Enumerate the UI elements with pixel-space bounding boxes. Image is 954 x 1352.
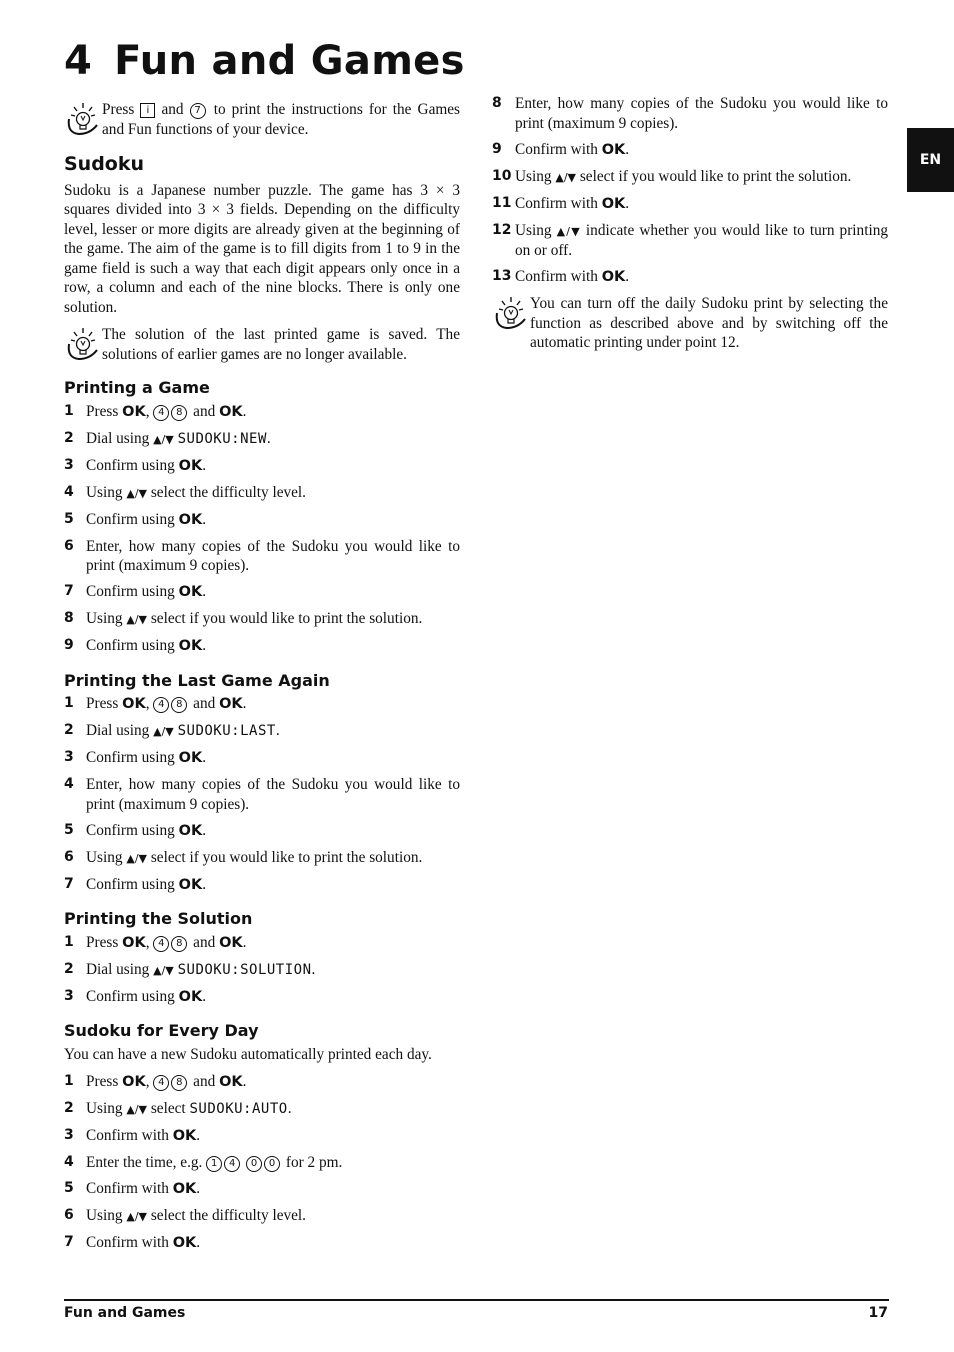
language-tab (907, 128, 954, 192)
step-item: 4 Enter the time, e.g. 1 4 0 0 for 2 pm. (64, 1154, 343, 1171)
key-8-icon: 8 (171, 936, 187, 952)
step-item: 6 Enter, how many copies of the Sudoku you would like to print (maximum 9 copies). (64, 537, 460, 574)
step-item: 6 Using ▲/▼ select if you would like to print the solution. (64, 848, 423, 866)
step-item: 3 Confirm with OK. (64, 1127, 201, 1144)
step-item: 5 Confirm using OK. (64, 821, 207, 839)
lcd-text: SUDOKU:AUTO (189, 1101, 288, 1117)
key-4-icon: 4 (153, 405, 169, 421)
lcd-text: SUDOKU:SOLUTION (177, 961, 312, 978)
step-item: 3 Confirm using OK. (64, 987, 207, 1005)
key-1-icon: 1 (206, 1156, 222, 1172)
every-day-steps-right (492, 94, 888, 288)
step-item: 5 Confirm using OK. (64, 510, 207, 528)
lightbulb-tip-icon (64, 326, 102, 362)
key-0-icon: 0 (264, 1156, 280, 1172)
printing-solution-heading: Printing the Solution (64, 909, 253, 928)
step-item: 3 Confirm using OK. (64, 749, 207, 766)
step-item: 2 Dial using ▲/▼ SUDOKU:SOLUTION. (64, 960, 316, 978)
footer-title: Fun and Games (64, 1305, 186, 1321)
every-day-intro: You can have a new Sudoku automatically printed each day. (64, 1045, 432, 1063)
step-item: 2 Dial using ▲/▼ SUDOKU:NEW. (64, 429, 271, 447)
lcd-text: SUDOKU:NEW (177, 430, 267, 447)
step-item: 7 Confirm using OK. (64, 875, 207, 893)
ok-key: OK (122, 403, 146, 420)
up-down-arrow-icon: ▲/▼ (556, 224, 581, 238)
step-item: 10 Using ▲/▼ select if you would like to print the solution. (492, 167, 852, 185)
intro-tip (64, 100, 460, 139)
step-item: 6 Using ▲/▼ select the difficulty level. (64, 1207, 307, 1224)
key-8-icon: 8 (171, 1075, 187, 1091)
key-0-icon: 0 (246, 1156, 262, 1172)
step-item: 7 Confirm using OK. (64, 583, 207, 600)
step-item: 3 Confirm using OK. (64, 456, 207, 474)
step-item: 4 Using ▲/▼ select the difficulty level. (64, 483, 307, 501)
chapter-title-text: Fun and Games (114, 38, 465, 84)
printing-solution-steps (64, 933, 460, 1008)
every-day-steps-left (64, 1072, 460, 1254)
sudoku-tip (64, 325, 460, 364)
lightbulb-tip-icon (64, 101, 102, 137)
sudoku-heading: Sudoku (64, 153, 145, 175)
footer-rule (64, 1299, 889, 1301)
step-item: 8 Enter, how many copies of the Sudoku you would like to print (maximum 9 copies). (492, 95, 888, 132)
step-item: 1 Press OK, 4 8 and OK. (64, 1073, 247, 1090)
info-key-icon: i (140, 103, 155, 118)
printing-game-heading: Printing a Game (64, 378, 210, 397)
step-item: 1 Press OK, 4 8 and OK. (64, 933, 247, 951)
up-down-arrow-icon: ▲/▼ (126, 1103, 147, 1116)
right-column (492, 94, 888, 353)
every-day-heading: Sudoku for Every Day (64, 1021, 259, 1040)
key-4-icon: 4 (153, 697, 169, 713)
key-8-icon: 8 (171, 697, 187, 713)
every-day-tip (492, 294, 888, 353)
sudoku-tip-text: The solution of the last printed game is saved. The solutions of earlier games are no longer available. (102, 326, 460, 363)
step-item: 8 Using ▲/▼ select if you would like to print the solution. (64, 610, 423, 627)
step-item: 11 Confirm with OK. (492, 194, 630, 212)
intro-tip-text: Press i and 7 to print the instructions for the Games and Fun functions of your device. (102, 101, 461, 138)
printing-last-heading: Printing the Last Game Again (64, 670, 330, 690)
key-4-icon: 4 (153, 936, 169, 952)
step-item: 13 Confirm with OK. (492, 268, 630, 285)
up-down-arrow-icon: ▲/▼ (126, 851, 147, 865)
lcd-text: SUDOKU:LAST (177, 723, 276, 739)
sudoku-intro: Sudoku is a Japanese number puzzle. The game has 3 × 3 squares divided into 3 × 3 fields. Depending on the difficulty level, lesser or more digits are already given at the beginning of the game. The aim of the game is to fill digits from 1 to 9 in the game field is such a way that each digit appears only once in a row, a column and each of the nine blocks. There is only one solution. (64, 181, 460, 316)
step-item: 12 Using ▲/▼ indicate whether you would like to turn printing on or off. (492, 221, 888, 259)
every-day-tip-text: You can turn off the daily Sudoku print by selecting the function as described above and by switching off the automatic printing under point 12. (530, 295, 888, 351)
chapter-title (64, 38, 465, 84)
step-item: 7 Confirm with OK. (64, 1234, 201, 1251)
key-4-icon: 4 (153, 1075, 169, 1091)
step-item: 1 Press OK, 4 8 and OK. (64, 695, 247, 712)
ok-key: OK (219, 403, 243, 420)
left-column (64, 100, 460, 1260)
page-number: 17 (868, 1305, 888, 1321)
step-item: 9 Confirm with OK. (492, 140, 630, 158)
up-down-arrow-icon: ▲/▼ (555, 170, 576, 184)
up-down-arrow-icon: ▲/▼ (126, 486, 147, 500)
printing-game-steps (64, 402, 460, 657)
step-item: 4 Enter, how many copies of the Sudoku you would like to print (maximum 9 copies). (64, 776, 460, 813)
key-7-icon: 7 (190, 103, 206, 119)
up-down-arrow-icon: ▲/▼ (153, 963, 174, 977)
lightbulb-tip-icon (492, 295, 530, 331)
up-down-arrow-icon: ▲/▼ (126, 1210, 147, 1223)
step-item: 9 Confirm using OK. (64, 637, 207, 654)
key-8-icon: 8 (171, 405, 187, 421)
key-4-icon: 4 (224, 1156, 240, 1172)
step-item: 5 Confirm with OK. (64, 1180, 201, 1197)
step-item: 2 Dial using ▲/▼ SUDOKU:LAST. (64, 722, 280, 739)
up-down-arrow-icon: ▲/▼ (153, 725, 174, 738)
up-down-arrow-icon: ▲/▼ (126, 613, 147, 626)
language-tab-label: EN (919, 152, 942, 168)
printing-last-steps (64, 694, 460, 895)
chapter-number: 4 (64, 38, 93, 84)
step-item: 2 Using ▲/▼ select SUDOKU:AUTO. (64, 1100, 292, 1117)
step-item: 1 Press OK, 4 8 and OK. (64, 402, 247, 420)
up-down-arrow-icon: ▲/▼ (153, 432, 174, 446)
